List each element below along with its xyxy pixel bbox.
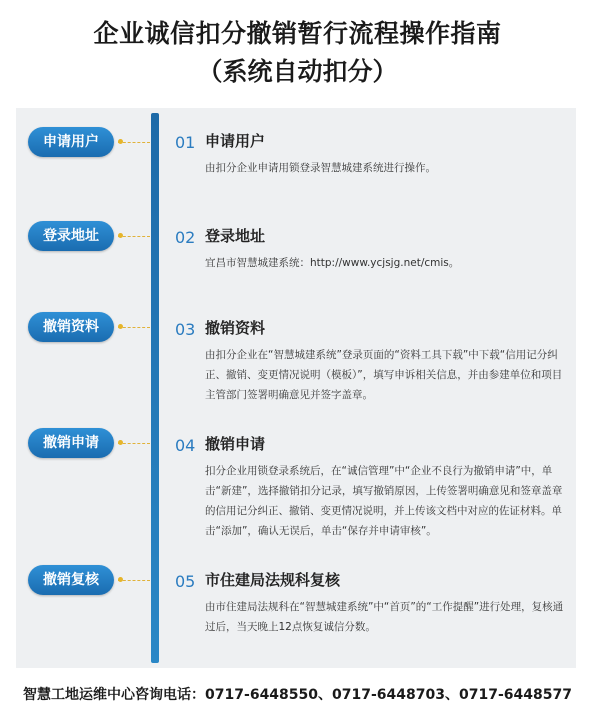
step-badge-1: 申请用户	[28, 127, 114, 157]
step-description: 由市住建局法规科在“智慧城建系统”中“首页”的“工作提醒”进行处理，复核通过后，当天晚上12点恢复诚信分数。	[205, 601, 564, 633]
step-title: 撤销资料	[205, 319, 266, 337]
page-title-block	[0, 18, 595, 88]
step-description: 扣分企业用锁登录系统后，在“诚信管理”中“企业不良行为撤销申请”中，单击“新建”，选择撤销扣分记录，填写撤销原因，上传签署明确意见和签章盖章的信用记分纠正、撤销、变更情况说明，并上传该文档中对应的佐证材料。单击“添加”，确认无误后，单击“保存并申请审核”。	[205, 465, 563, 537]
page-subtitle: （系统自动扣分）	[197, 57, 398, 86]
step-title: 登录地址	[205, 227, 266, 245]
step-description: 由扣分企业申请用锁登录智慧城建系统进行操作。	[205, 162, 436, 174]
step-number: 01	[175, 133, 196, 152]
step-badge-3: 撤销资料	[28, 312, 114, 342]
step-description: 宜昌市智慧城建系统：http://www.ycjsjg.net/cmis。	[205, 257, 460, 269]
step-dot-4	[118, 440, 123, 445]
page-title: 企业诚信扣分撤销暂行流程操作指南	[93, 19, 502, 48]
step-dot-3	[118, 324, 123, 329]
step-badge-5: 撤销复核	[28, 565, 114, 595]
step-dot-1	[118, 139, 123, 144]
step-badge-4: 撤销申请	[28, 428, 114, 458]
footer-contact-phones: 智慧工地运维中心咨询电话：0717-6448550、0717-6448703、0717-6448577	[23, 687, 572, 703]
step-dot-5	[118, 577, 123, 582]
timeline-bar	[151, 113, 159, 663]
step-title: 申请用户	[205, 132, 266, 150]
step-number: 04	[175, 436, 196, 455]
step-title: 市住建局法规科复核	[205, 571, 341, 589]
step-number: 03	[175, 320, 196, 339]
step-number: 05	[175, 572, 196, 591]
step-number: 02	[175, 228, 196, 247]
step-description: 由扣分企业在“智慧城建系统”登录页面的“资料工具下载”中下载“信用记分纠正、撤销、变更情况说明（模板）”，填写申诉相关信息，并由参建单位和项目主管部门签署明确意见并签字盖章。	[205, 349, 563, 401]
step-title: 撤销申请	[205, 435, 266, 453]
step-badge-2: 登录地址	[28, 221, 114, 251]
step-dot-2	[118, 233, 123, 238]
